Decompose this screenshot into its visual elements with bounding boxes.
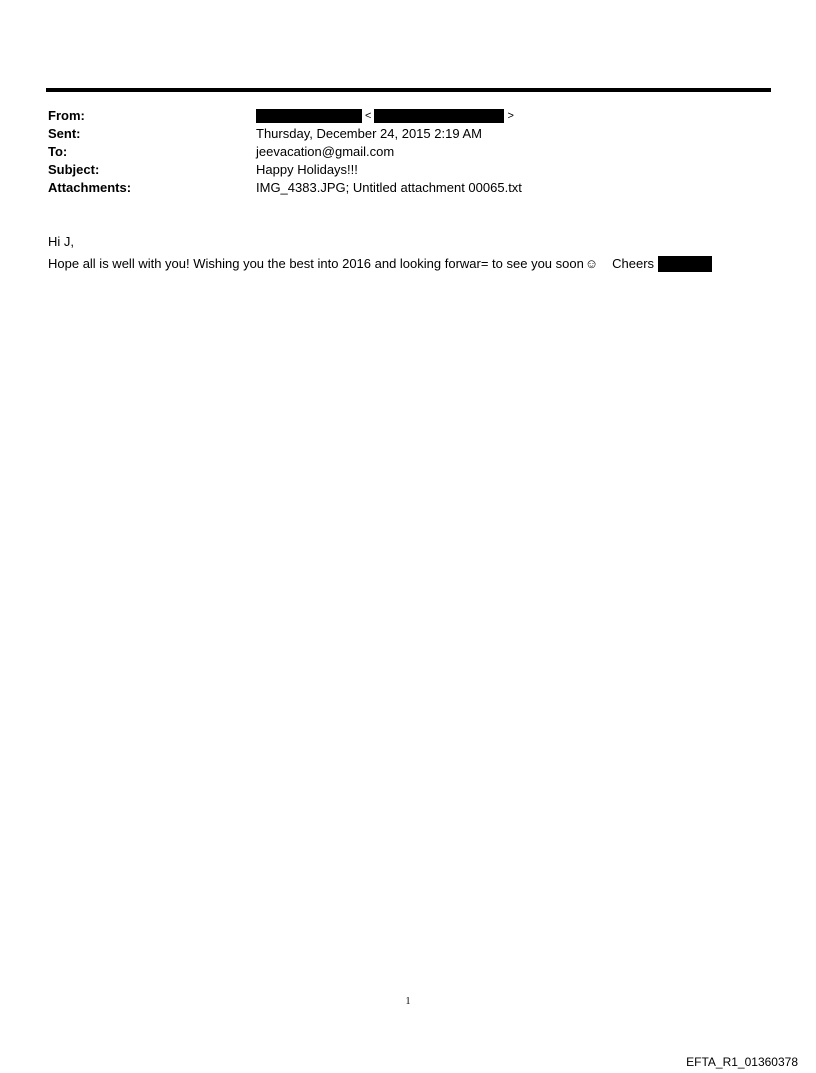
to-value: jeevacation@gmail.com	[256, 144, 395, 159]
attachments-row	[48, 179, 768, 197]
sent-row	[48, 125, 768, 143]
smiley-icon: ☺	[584, 256, 599, 271]
redacted-signature	[658, 256, 712, 272]
from-row	[48, 107, 768, 125]
bates-number: EFTA_R1_01360378	[686, 1055, 798, 1069]
email-headers	[48, 107, 768, 197]
email-body	[48, 231, 712, 275]
subject-value: Happy Holidays!!!	[256, 162, 358, 177]
page-number: 1	[405, 996, 411, 1007]
sent-value: Thursday, December 24, 2015 2:19 AM	[256, 126, 482, 141]
attachments-value: IMG_4383.JPG; Untitled attachment 00065.txt	[256, 180, 522, 195]
closing-text: Cheers	[612, 256, 655, 271]
redacted-sender-name	[256, 109, 362, 123]
attachments-label: Attachments:	[48, 180, 132, 195]
header-divider	[46, 88, 771, 92]
redacted-sender-email	[374, 109, 504, 123]
to-row	[48, 143, 768, 161]
message-line	[48, 253, 712, 275]
from-label: From:	[48, 108, 85, 123]
from-value	[256, 107, 517, 125]
message-text: Hope all is well with you! Wishing you the best into 2016 and looking forwar= to see you soon	[48, 256, 584, 271]
email-open-bracket: <	[365, 110, 372, 122]
greeting: Hi J,	[48, 234, 74, 249]
subject-label: Subject:	[48, 162, 100, 177]
email-close-bracket: >	[507, 110, 514, 122]
to-label: To:	[48, 144, 68, 159]
subject-row	[48, 161, 768, 179]
sent-label: Sent:	[48, 126, 81, 141]
